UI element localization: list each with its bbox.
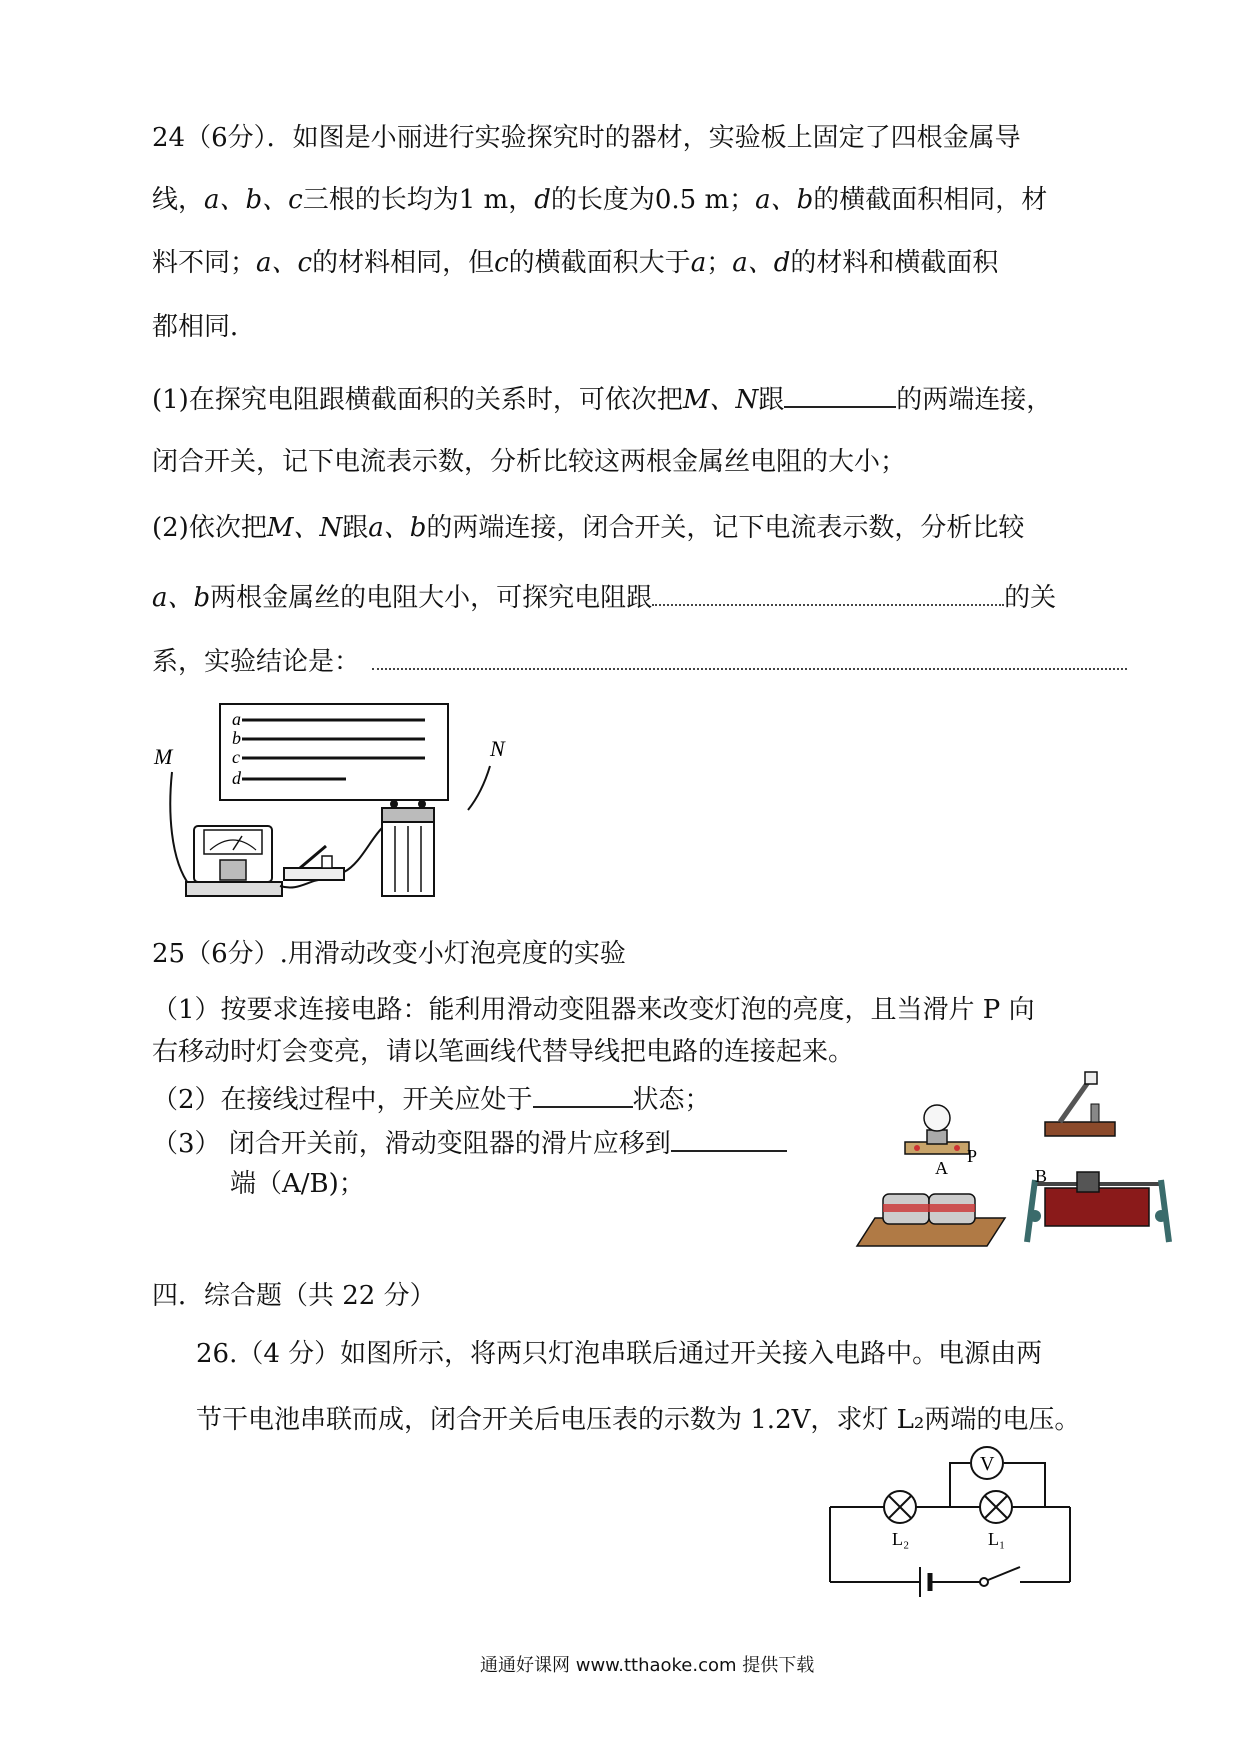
q24-answer-blank-1[interactable] (784, 380, 896, 408)
ammeter-icon (186, 826, 282, 896)
q24-circuit-figure (150, 700, 510, 910)
page-footer: 通通好课网 www.tthaoke.com 提供下载 (480, 1655, 815, 1676)
q24-part2-text-b: 跟 (342, 513, 369, 543)
q24-part1-line2: 闭合开关，记下电流表示数，分析比较这两根金属丝电阻的大小； (152, 447, 907, 477)
q24-line2-text-b: 三根的长均为1 m， (302, 185, 535, 215)
q24-line3-text-a: 料不同； (152, 248, 257, 278)
q24-part2-text-a: (2)依次把 (152, 513, 267, 543)
q24-part2-l3-text: 系，实验结论是： (152, 647, 361, 677)
q24-line3-text-e: 的材料和横截面积 (790, 248, 999, 278)
battery-icon (382, 800, 434, 896)
q24-answer-blank-3[interactable] (372, 642, 1127, 670)
q24-var-abc: a、b、c (204, 185, 303, 215)
q25-part2-text-b: 状态； (632, 1085, 711, 1115)
q24-line3 (152, 247, 998, 279)
q24-part1-mn: M、N (682, 385, 759, 415)
q24-part2-line2 (152, 578, 1056, 614)
q24-part2-ab: a、b (368, 513, 427, 543)
label-N: N (490, 736, 505, 761)
q24-part2-mn: M、N (266, 513, 343, 543)
label-L2: L₂ (892, 1529, 910, 1549)
label-A: A (935, 1158, 948, 1178)
bulb-L2-icon (884, 1491, 916, 1523)
q26-line1: 26.（4 分）如图所示，将两只灯泡串联后通过开关接入电路中。电源由两 (196, 1339, 1043, 1369)
voltmeter-icon (971, 1447, 1003, 1479)
rheostat-icon (1027, 1172, 1169, 1242)
q24-part1-text-b: 跟 (758, 385, 785, 415)
q24-var-a: a (690, 248, 707, 278)
q25-answer-blank-2[interactable] (671, 1124, 787, 1152)
q24-part2-l2-text-a: 两根金属丝的电阻大小，可探究电阻跟 (210, 583, 653, 613)
q24-line1: 24（6分）．如图是小丽进行实验探究时的器材，实验板上固定了四根金属导 (152, 123, 1021, 153)
q24-var-ab: a、b (755, 185, 814, 215)
q24-line3-text-d: ； (706, 248, 733, 278)
q24-answer-blank-2[interactable] (652, 578, 1004, 606)
q26-line2: 节干电池串联而成，闭合开关后电压表的示数为 1.2V，求灯 L₂两端的电压。 (196, 1405, 1081, 1435)
q25-title: 25（6分）.用滑动改变小灯泡亮度的实验 (152, 939, 626, 969)
lead-N (468, 766, 490, 810)
q24-part2-l2-text-b: 的关 (1004, 583, 1057, 613)
q24-part1-text-a: (1)在探究电阻跟横截面积的关系时，可依次把 (152, 385, 683, 415)
q25-components-figure (855, 1070, 1175, 1270)
knife-switch-icon (1045, 1072, 1115, 1136)
bulb-L1-icon (980, 1491, 1012, 1523)
q25-part2 (152, 1080, 711, 1116)
q24-part2-l2-ab: a、b (152, 583, 211, 613)
q24-part1 (152, 380, 1052, 416)
label-B: B (1035, 1166, 1048, 1186)
q24-part2-line3 (152, 642, 1127, 678)
switch-symbol-icon (980, 1567, 1020, 1586)
label-M: M (154, 744, 173, 769)
q24-var-ac: a、c (256, 248, 313, 278)
q24-var-ad: a、d (732, 248, 791, 278)
q24-line2-text-c: 的长度为0.5 m； (550, 185, 756, 215)
q25-part3-line2: 端（A/B)； (230, 1169, 365, 1199)
label-b: b (232, 728, 241, 748)
battery-symbol-icon (920, 1567, 930, 1597)
q24-part2-text-c: 的两端连接，闭合开关，记下电流表示数，分析比较 (426, 513, 1025, 543)
lead-switch-battery (344, 828, 382, 872)
q26-circuit-diagram (820, 1445, 1080, 1615)
label-a: a (232, 709, 241, 729)
label-L1: L₁ (988, 1529, 1006, 1549)
lightbulb-icon (905, 1105, 969, 1154)
q24-part1-text-c: 的两端连接， (896, 385, 1053, 415)
q25-answer-blank-1[interactable] (533, 1080, 633, 1108)
q24-line3-text-b: 的材料相同，但 (312, 248, 495, 278)
q24-line2 (152, 184, 1047, 216)
q25-part1-line1: （1）按要求连接电路：能利用滑动变阻器来改变灯泡的亮度，且当滑片 P 向 (152, 995, 1035, 1025)
q24-var-d: d (534, 185, 551, 215)
q24-var-c: c (494, 248, 509, 278)
q25-part2-text-a: （2）在接线过程中，开关应处于 (152, 1085, 533, 1115)
q25-part1-line2: 右移动时灯会变亮，请以笔画线代替导线把电路的连接起来。 (152, 1037, 855, 1067)
experiment-board (220, 704, 448, 800)
q24-line2-text-e: 的横截面积相同，材 (813, 185, 1048, 215)
q25-part3-text-a: （3） 闭合开关前，滑动变阻器的滑片应移到 (152, 1129, 671, 1159)
q25-part3 (152, 1124, 787, 1160)
voltmeter-label: V (980, 1453, 995, 1475)
q24-line4: 都相同． (152, 312, 257, 342)
q24-line2-text: 线， (152, 185, 205, 215)
q24-part2 (152, 512, 1024, 544)
label-P: P (967, 1146, 978, 1166)
section4-title: 四．综合题（共 22 分） (152, 1281, 436, 1311)
label-d: d (232, 768, 241, 788)
battery-box-icon (857, 1194, 1005, 1246)
switch-icon (284, 846, 344, 880)
label-c: c (232, 747, 240, 767)
q24-line3-text-c: 的横截面积大于 (508, 248, 691, 278)
